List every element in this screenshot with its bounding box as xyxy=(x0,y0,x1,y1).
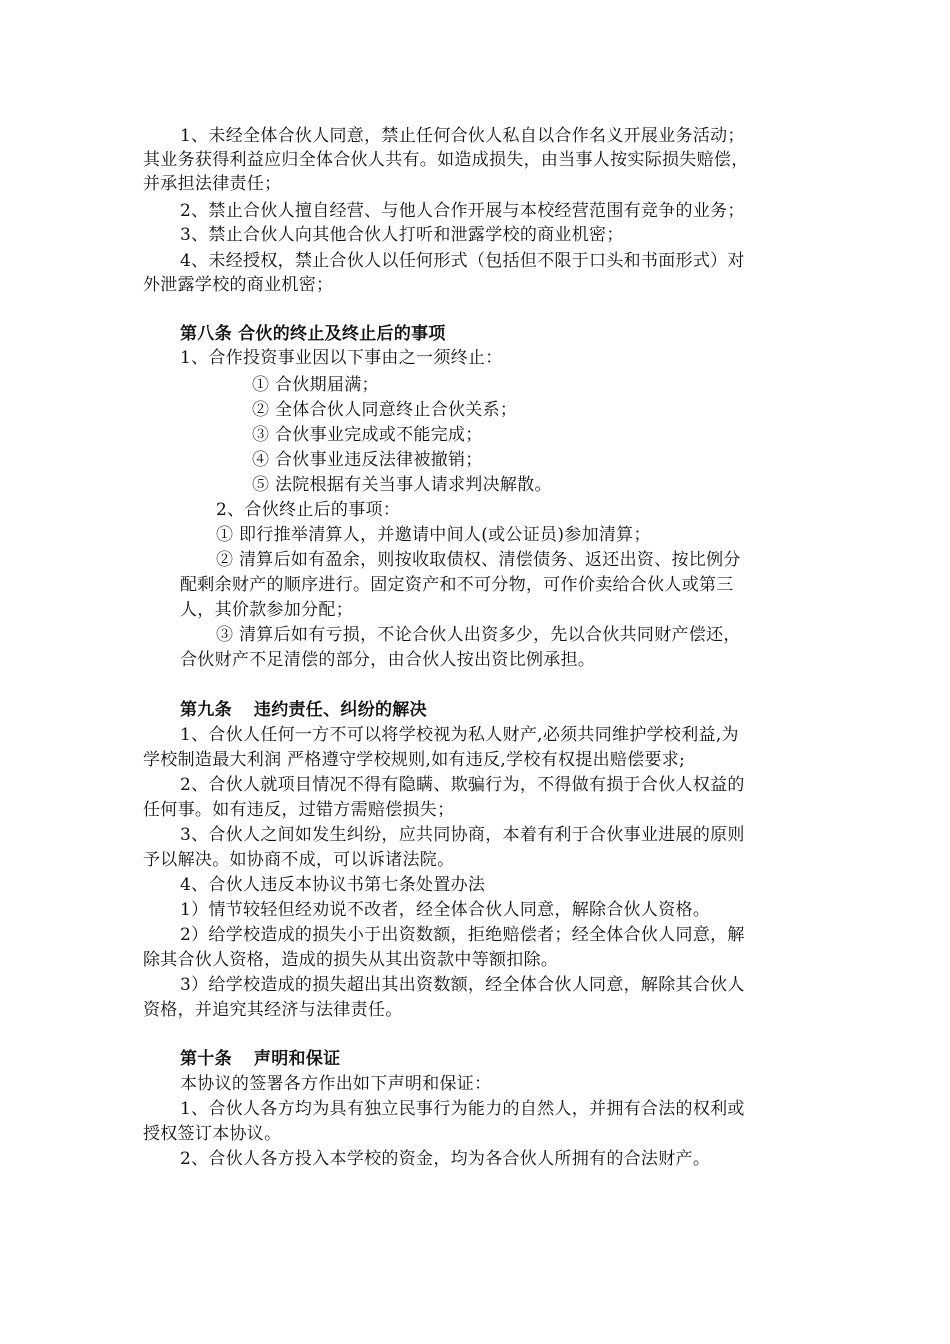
sec7-item4-line1: 4、未经授权，禁止合伙人以任何形式（包括但不限于口头和书面形式）对 xyxy=(180,251,745,271)
section9-heading xyxy=(180,698,427,722)
sec9-sub-2-line2: 除其合伙人资格，造成的损失从其出资款中等额扣除。 xyxy=(143,950,559,970)
section8-heading: 第八条 合伙的终止及终止后的事项 xyxy=(180,324,446,344)
sec9-item3-line2: 予以解决。如协商不成，可以诉诸法院。 xyxy=(143,850,455,870)
sec8-after-1: ① 即行推举清算人，并邀请中间人(或公证员)参加清算； xyxy=(216,525,651,545)
sec10-intro: 本协议的签署各方作出如下声明和保证： xyxy=(180,1074,492,1094)
sec7-item1-line3: 并承担法律责任； xyxy=(143,174,282,194)
sec8-reason-4: ④ 合伙事业违反法律被撤销； xyxy=(252,450,483,470)
sec9-item2-line1: 2、合伙人就项目情况不得有隐瞒、欺骗行为，不得做有损于合伙人权益的 xyxy=(180,775,745,795)
section9-title: 违约责任、纠纷的解决 xyxy=(253,700,427,720)
sec8-after-3-line2: 合伙财产不足清偿的部分，由合伙人按出资比例承担。 xyxy=(180,650,596,670)
section10-title: 声明和保证 xyxy=(253,1049,341,1069)
sec8-after-2-line3: 人，其价款参加分配； xyxy=(180,600,353,620)
sec7-item2: 2、禁止合伙人擅自经营、与他人合作开展与本校经营范围有竞争的业务； xyxy=(180,201,745,221)
sec8-reason-2: ② 全体合伙人同意终止合伙关系； xyxy=(252,400,518,420)
sec8-reason-1: ① 合伙期届满； xyxy=(252,375,379,395)
sec9-sub-3-line2: 资格，并追究其经济与法律责任。 xyxy=(143,1000,403,1020)
sec8-reason-5: ⑤ 法院根据有关当事人请求判决解散。 xyxy=(252,475,552,495)
sec9-item3-line1: 3、合伙人之间如发生纠纷，应共同协商，本着有利于合伙事业进展的原则 xyxy=(180,825,745,845)
sec7-item4-line2: 外泄露学校的商业机密； xyxy=(143,275,334,295)
section10-heading xyxy=(180,1047,340,1071)
section9-number: 第九条 xyxy=(180,700,232,720)
sec8-reason-3: ③ 合伙事业完成或不能完成； xyxy=(252,425,483,445)
sec9-item1-line1: 1、合伙人任何一方不可以将学校视为私人财产,必须共同维护学校利益,为 xyxy=(180,725,739,745)
sec10-item2: 2、合伙人各方投入本学校的资金，均为各合伙人所拥有的合法财产。 xyxy=(180,1149,711,1169)
sec10-item1-line1: 1、合伙人各方均为具有独立民事行为能力的自然人，并拥有合法的权利或 xyxy=(180,1099,745,1119)
sec7-item1-line1: 1、未经全体合伙人同意，禁止任何合伙人私自以合作名义开展业务活动； xyxy=(180,126,745,146)
sec9-item1-line2: 学校制造最大利润 严格遵守学校规则,如有违反,学校有权提出赔偿要求; xyxy=(143,750,686,770)
sec7-item1-line2: 其业务获得利益应归全体合伙人共有。如造成损失，由当事人按实际损失赔偿， xyxy=(143,150,749,170)
sec9-item2-line2: 任何事。如有违反，过错方需赔偿损失； xyxy=(143,800,455,820)
sec9-sub-2-line1: 2）给学校造成的损失小于出资数额，拒绝赔偿者；经全体合伙人同意，解 xyxy=(180,925,745,945)
sec9-item4: 4、合伙人违反本协议书第七条处置办法 xyxy=(180,875,486,895)
sec9-sub-1: 1）情节较轻但经劝说不改者，经全体合伙人同意，解除合伙人资格。 xyxy=(180,900,711,920)
section10-number: 第十条 xyxy=(180,1049,232,1069)
sec8-item1: 1、合作投资事业因以下事由之一须终止： xyxy=(180,348,503,368)
sec10-item1-line2: 授权签订本协议。 xyxy=(143,1124,282,1144)
sec8-after-2-line2: 配剩余财产的顺序进行。固定资产和不可分物，可作价卖给合伙人或第三 xyxy=(180,575,734,595)
sec8-item2: 2、合伙终止后的事项： xyxy=(216,500,401,520)
sec7-item3: 3、禁止合伙人向其他合伙人打听和泄露学校的商业机密； xyxy=(180,225,624,245)
sec9-sub-3-line1: 3）给学校造成的损失超出其出资数额，经全体合伙人同意，解除其合伙人 xyxy=(180,975,745,995)
sec8-after-2-line1: ② 清算后如有盈余，则按收取债权、清偿债务、返还出资、按比例分 xyxy=(216,550,741,570)
sec8-after-3-line1: ③ 清算后如有亏损，不论合伙人出资多少，先以合伙共同财产偿还， xyxy=(216,625,741,645)
